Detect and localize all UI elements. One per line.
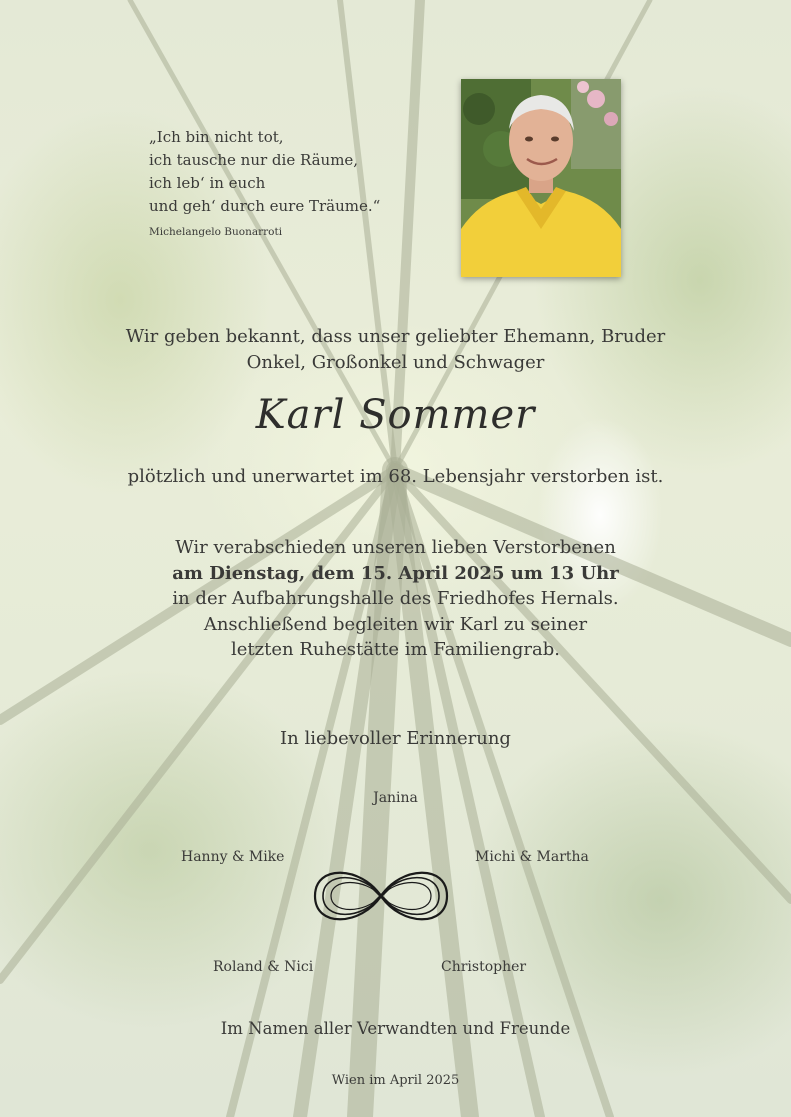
mourner-christopher: Christopher	[441, 959, 527, 975]
mourner-hanny-mike: Hanny & Mike	[181, 849, 285, 865]
death-notice: plötzlich und unerwartet im 68. Lebensjahr verstorben ist.	[127, 466, 664, 487]
infinity-icon	[311, 858, 451, 934]
service-line: in der Aufbahrungshalle des Friedhofes Hernals.	[172, 588, 619, 609]
place-date: Wien im April 2025	[331, 1073, 460, 1088]
portrait-photo	[461, 79, 621, 277]
quote-author: Michelangelo Buonarroti	[149, 226, 283, 238]
mourner-michi-martha: Michi & Martha	[475, 849, 589, 865]
quote-line: „Ich bin nicht tot,	[149, 128, 284, 146]
funeral-service-info	[0, 535, 791, 663]
announcement-line: Onkel, Großonkel und Schwager	[246, 352, 545, 373]
service-line: letzten Ruhestätte im Familiengrab.	[231, 639, 560, 660]
quote-line: ich leb‘ in euch	[149, 174, 266, 192]
mourner-janina: Janina	[373, 790, 418, 806]
service-date: am Dienstag, dem 15. April 2025 um 13 Uhr	[172, 562, 619, 584]
memory-heading: In liebevoller Erinnerung	[280, 728, 511, 749]
service-line: Anschließend begleiten wir Karl zu seiner	[203, 613, 588, 635]
quote-line: ich tausche nur die Räume,	[149, 151, 359, 169]
relatives-line: Im Namen aller Verwandten und Freunde	[220, 1019, 571, 1038]
quote-line: und geh‘ durch eure Träume.“	[149, 197, 381, 215]
service-line: Wir verabschieden unseren lieben Verstorbenen	[175, 537, 616, 558]
mourner-roland-nici: Roland & Nici	[213, 959, 314, 975]
deceased-name: Karl Sommer	[255, 392, 536, 438]
announcement-line: Wir geben bekannt, dass unser geliebter Ehemann, Bruder	[125, 326, 666, 347]
quote-text	[149, 126, 429, 218]
announcement	[0, 324, 791, 376]
